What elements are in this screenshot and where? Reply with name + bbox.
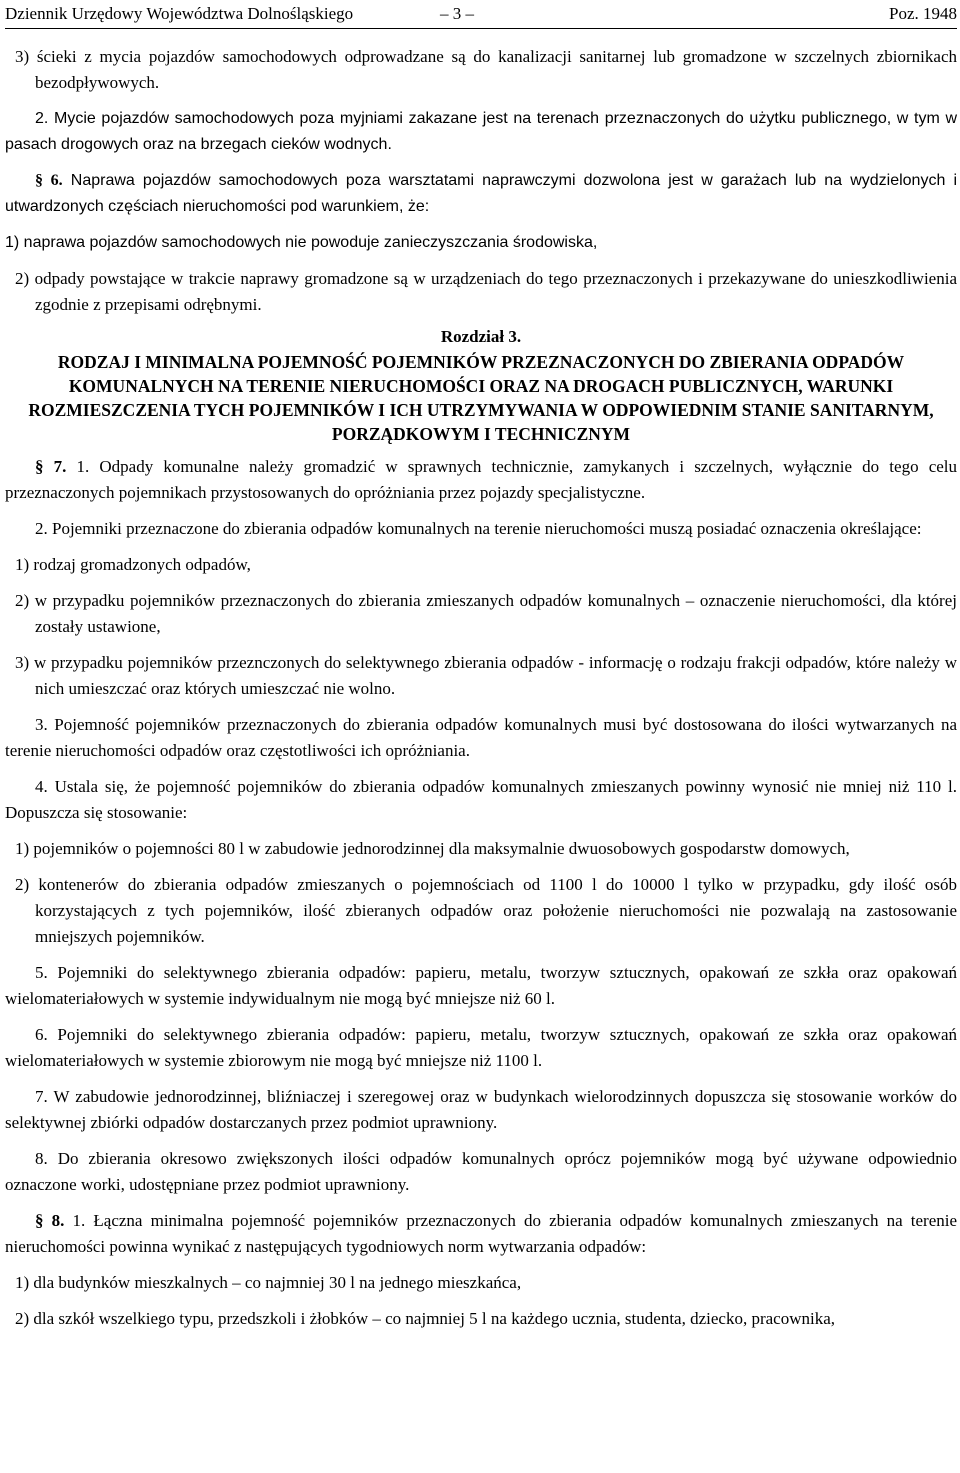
paragraph: 2. Mycie pojazdów samochodowych poza myjniami zakazane jest na terenach przeznaczonych do użytku publicznego, w tym w pasach drogowych oraz na brzegach cieków wodnych. bbox=[5, 110, 957, 153]
chapter-heading: Rozdział 3. bbox=[440, 327, 522, 346]
paragraph: 8. Do zbierania okresowo zwiększonych ilości odpadów komunalnych oprócz pojemników mogą być używane odpowiednio oznaczone worki, udostępniane przez podmiot uprawniony. bbox=[5, 1149, 957, 1194]
position-number: Poz. 1948 bbox=[889, 4, 957, 23]
section-text: 1. Łączna minimalna pojemność pojemników przeznaczonych do zbierania odpadów komunalnych zmieszanych na terenie nieruchomości powinna wynikać z następujących tygodniowych norm wytwarzania odpadów: bbox=[5, 1211, 958, 1256]
page-number: – 3 – bbox=[440, 4, 474, 23]
section-number: § 6. bbox=[35, 172, 63, 189]
list-item: 1) naprawa pojazdów samochodowych nie powoduje zanieczyszczania środowiska, bbox=[5, 234, 598, 251]
chapter-title: RODZAJ I MINIMALNA POJEMNOŚĆ POJEMNIKÓW PRZEZNACZONYCH DO ZBIERANIA ODPADÓW KOMUNALNYCH NA TERENIE NIERUCHOMOŚCI ORAZ NA DROGACH PUBLICZNYCH, WARUNKI ROZMIESZCZENIA TYCH POJEMNIKÓW I ICH UTRZYMYWANIA W ODPOWIEDNIM STANIE SANITARNYM, PORZĄDKOWYM I TECHNICZNYM bbox=[28, 352, 934, 444]
section-6 bbox=[5, 168, 957, 220]
page-header bbox=[5, 0, 957, 28]
paragraph: 7. W zabudowie jednorodzinnej, bliźniaczej i szeregowej oraz w budynkach wielorodzinnych dopuszcza się stosowanie worków do selektywnej zbiórki odpadów dostarczanych przez podmiot uprawniony. bbox=[5, 1087, 957, 1132]
list-item: 1) dla budynków mieszkalnych – co najmniej 30 l na jednego mieszkańca, bbox=[15, 1273, 522, 1292]
section-number: § 7. bbox=[35, 457, 67, 476]
section-number: § 8. bbox=[35, 1211, 65, 1230]
document-page bbox=[5, 0, 957, 1473]
section-7 bbox=[5, 454, 957, 506]
list-item: 3) w przypadku pojemników przeznczonych do selektywnego zbierania odpadów - informację o rodzaju frakcji odpadów, które należy w nich umieszczać oraz których umieszczać nie wolno. bbox=[15, 653, 957, 698]
journal-title: Dziennik Urzędowy Województwa Dolnośląskiego bbox=[5, 4, 354, 23]
list-item: 1) rodzaj gromadzonych odpadów, bbox=[15, 555, 251, 574]
section-8 bbox=[5, 1208, 957, 1260]
list-item: 1) pojemników o pojemności 80 l w zabudowie jednorodzinnej dla maksymalnie dwuosobowych gospodarstw domowych, bbox=[15, 839, 850, 858]
paragraph: 3) ścieki z mycia pojazdów samochodowych odprowadzane są do kanalizacji sanitarnej lub gromadzone w szczelnych zbiornikach bezodpływowych. bbox=[15, 47, 957, 92]
document-body bbox=[5, 44, 957, 1342]
paragraph: 6. Pojemniki do selektywnego zbierania odpadów: papieru, metalu, tworzyw sztucznych, opakowań ze szkła oraz opakowań wielomateriałowych w systemie zbiorowym nie mogą być mniejsze niż 1100 l. bbox=[5, 1025, 957, 1070]
paragraph: 2. Pojemniki przeznaczone do zbierania odpadów komunalnych na terenie nieruchomości muszą posiadać oznaczenia określające: bbox=[35, 519, 922, 538]
list-item: 2) dla szkół wszelkiego typu, przedszkoli i żłobków – co najmniej 5 l na każdego ucznia, studenta, dziecko, pracownika, bbox=[15, 1309, 835, 1328]
header-rule bbox=[5, 28, 957, 29]
list-item: 2) w przypadku pojemników przeznaczonych do zbierania zmieszanych odpadów komunalnych – oznaczenie nieruchomości, dla której zostały ustawione, bbox=[15, 591, 957, 636]
list-item: 2) odpady powstające w trakcie naprawy gromadzone są w urządzeniach do tego przeznaczonych i przekazywane do unieszkodliwienia zgodnie z przepisami odrębnymi. bbox=[15, 269, 957, 314]
section-text: Naprawa pojazdów samochodowych poza warsztatami naprawczymi dozwolona jest w garażach lub na wydzielonych i utwardzonych częściach nieruchomości pod warunkiem, że: bbox=[5, 172, 958, 215]
list-item: 2) kontenerów do zbierania odpadów zmieszanych o pojemnościach od 1100 l do 10000 l tylko w przypadku, gdy ilość osób korzystających z tych pojemników, ilość zbieranych odpadów oraz położenie nieruchomości nie pozwalają na zastosowanie mniejszych pojemników. bbox=[15, 875, 957, 946]
paragraph: 3. Pojemność pojemników przeznaczonych do zbierania odpadów komunalnych musi być dostosowana do ilości wytwarzanych na terenie nieruchomości odpadów oraz częstotliwości ich opróżniania. bbox=[5, 715, 957, 760]
paragraph: 5. Pojemniki do selektywnego zbierania odpadów: papieru, metalu, tworzyw sztucznych, opakowań ze szkła oraz opakowań wielomateriałowych w systemie indywidualnym nie mogą być mniejsze niż 60 l. bbox=[5, 963, 957, 1008]
paragraph: 4. Ustala się, że pojemność pojemników do zbierania odpadów komunalnych zmieszanych powinny wynosić nie mniej niż 110 l. Dopuszcza się stosowanie: bbox=[5, 777, 957, 822]
section-text: 1. Odpady komunalne należy gromadzić w sprawnych technicznie, zamykanych i szczelnych, wyłącznie do tego celu przeznaczonych pojemnikach przystosowanych do opróżniania przez pojazdy specjalistyczne. bbox=[5, 457, 958, 502]
